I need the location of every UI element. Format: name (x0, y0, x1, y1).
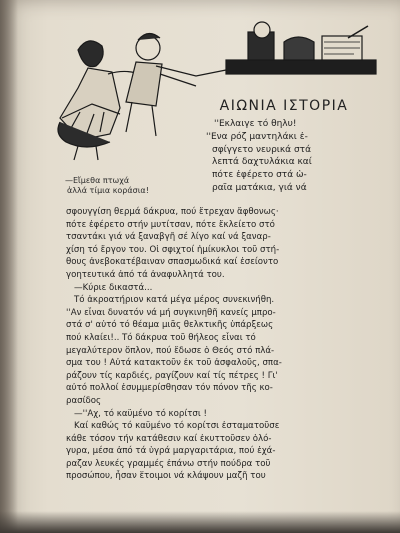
text-line: ραζαν λευκές γραμμές ἐπάνω στήν πούδρα τοῦ (66, 458, 271, 469)
text-line: πού κλαίει!.. Τό δάκρυα τοῦ θήλεος εἶναι τό (66, 332, 256, 343)
text-line: μεγαλύτερον ὅπλον, πού ἔδωσε ὁ Θεός στό πλά- (66, 345, 275, 356)
caption-line: ἀλλά τίμια κοράσια! (67, 186, 149, 195)
text-line: Τό ἀκροατήριον κατά μέγα μέρος συνεκινήθη. (74, 295, 275, 306)
page-gutter-shadow (0, 0, 18, 533)
text-line: ''Εκλαιγε τό θηλυ! (214, 119, 297, 129)
text-line: ραῖα ματάκια, γιά νά (212, 182, 307, 193)
page-bottom-shadow (0, 511, 400, 533)
text-line: ράζουν τίς καρδιές, ραγίζουν καί τίς πέτρες ! Γι' (66, 370, 278, 381)
text-line: γυρα, μέσα ἀπό τά ὑγρά μαργαριτάρια, πού ἐχά- (66, 446, 276, 457)
text-line: γοητευτικά ἀπό τά ἀναφυλλητά του. (66, 269, 225, 280)
text-line: λεπτά δαχτυλάκια καί (212, 157, 312, 168)
text-line: σφίγγετο νευρικά στά (212, 144, 311, 155)
text-line: στά σ' αὐτό τό θέαμα μιᾶς θελκτικῆς ὑπάρξεως (66, 320, 274, 331)
text-line: θους ἀνεβοκατέβαιναν σπασμωδικά καί ἐσείοντο (66, 257, 279, 268)
text-line: κάθε τόσον τήν κατάθεσιν καί ἐκυττοῦσεν ὁλό- (66, 433, 272, 444)
text-line: προσώπου, ἦσαν ἕτοιμοι νά κλάψουν μαζῆ του (66, 471, 266, 482)
text-line: ''Ενα ρόζ μαντηλάκι ἐ- (206, 131, 308, 142)
text-line: τσαντάκι γιά νά ξαναβγῆ σέ λίγο καί νά ξαναρ- (66, 232, 271, 243)
story-title: ΑΙΩΝΙΑ ΙΣΤΟΡΙΑ (219, 98, 349, 114)
text-line: πότε ἐφέρετο στήν μυτίτσαν, πότε ἔκλείετο στό (66, 219, 275, 230)
text-line: ρασίδος (66, 395, 102, 406)
text-line: αὐτό πολλοί ἐσυμμερίσθησαν τόν πόνον τῆς κο- (66, 383, 273, 394)
judge-desk (226, 22, 376, 74)
text-line: σμα του ! Αὐτά κατακτοῦν ἐκ τοῦ ἀσφαλοῦς, σπα- (66, 358, 282, 369)
text-line: χίση τό ἔργον του. Οἱ σφιχτοί ἡμίκυκλοι τοῦ στή- (66, 244, 280, 255)
body-text (66, 206, 376, 483)
text-line: πότε ἐφέρετο στά ὡ- (212, 170, 307, 181)
text-line: —Κύριε δικαστά... (74, 282, 153, 293)
caption-line: —Εἴμεθα πτωχά (65, 176, 130, 185)
right-column-text (206, 118, 366, 195)
text-line: ''Αν εἶναι δυνατόν νά μή συγκινηθῆ κανείς μπρο- (66, 307, 276, 318)
illustration-caption (65, 176, 195, 196)
text-line: σφουγγίση θερμά δάκρυα, πού ἔτρεχαν ἄφθονως· (66, 207, 279, 217)
text-line: —''Αχ, τό καϋμένο τό κορίτσι ! (74, 408, 207, 419)
text-line: Καί καθώς τό καϋμένο τό κορίτσι ἐσταματοῦσε (74, 421, 280, 432)
